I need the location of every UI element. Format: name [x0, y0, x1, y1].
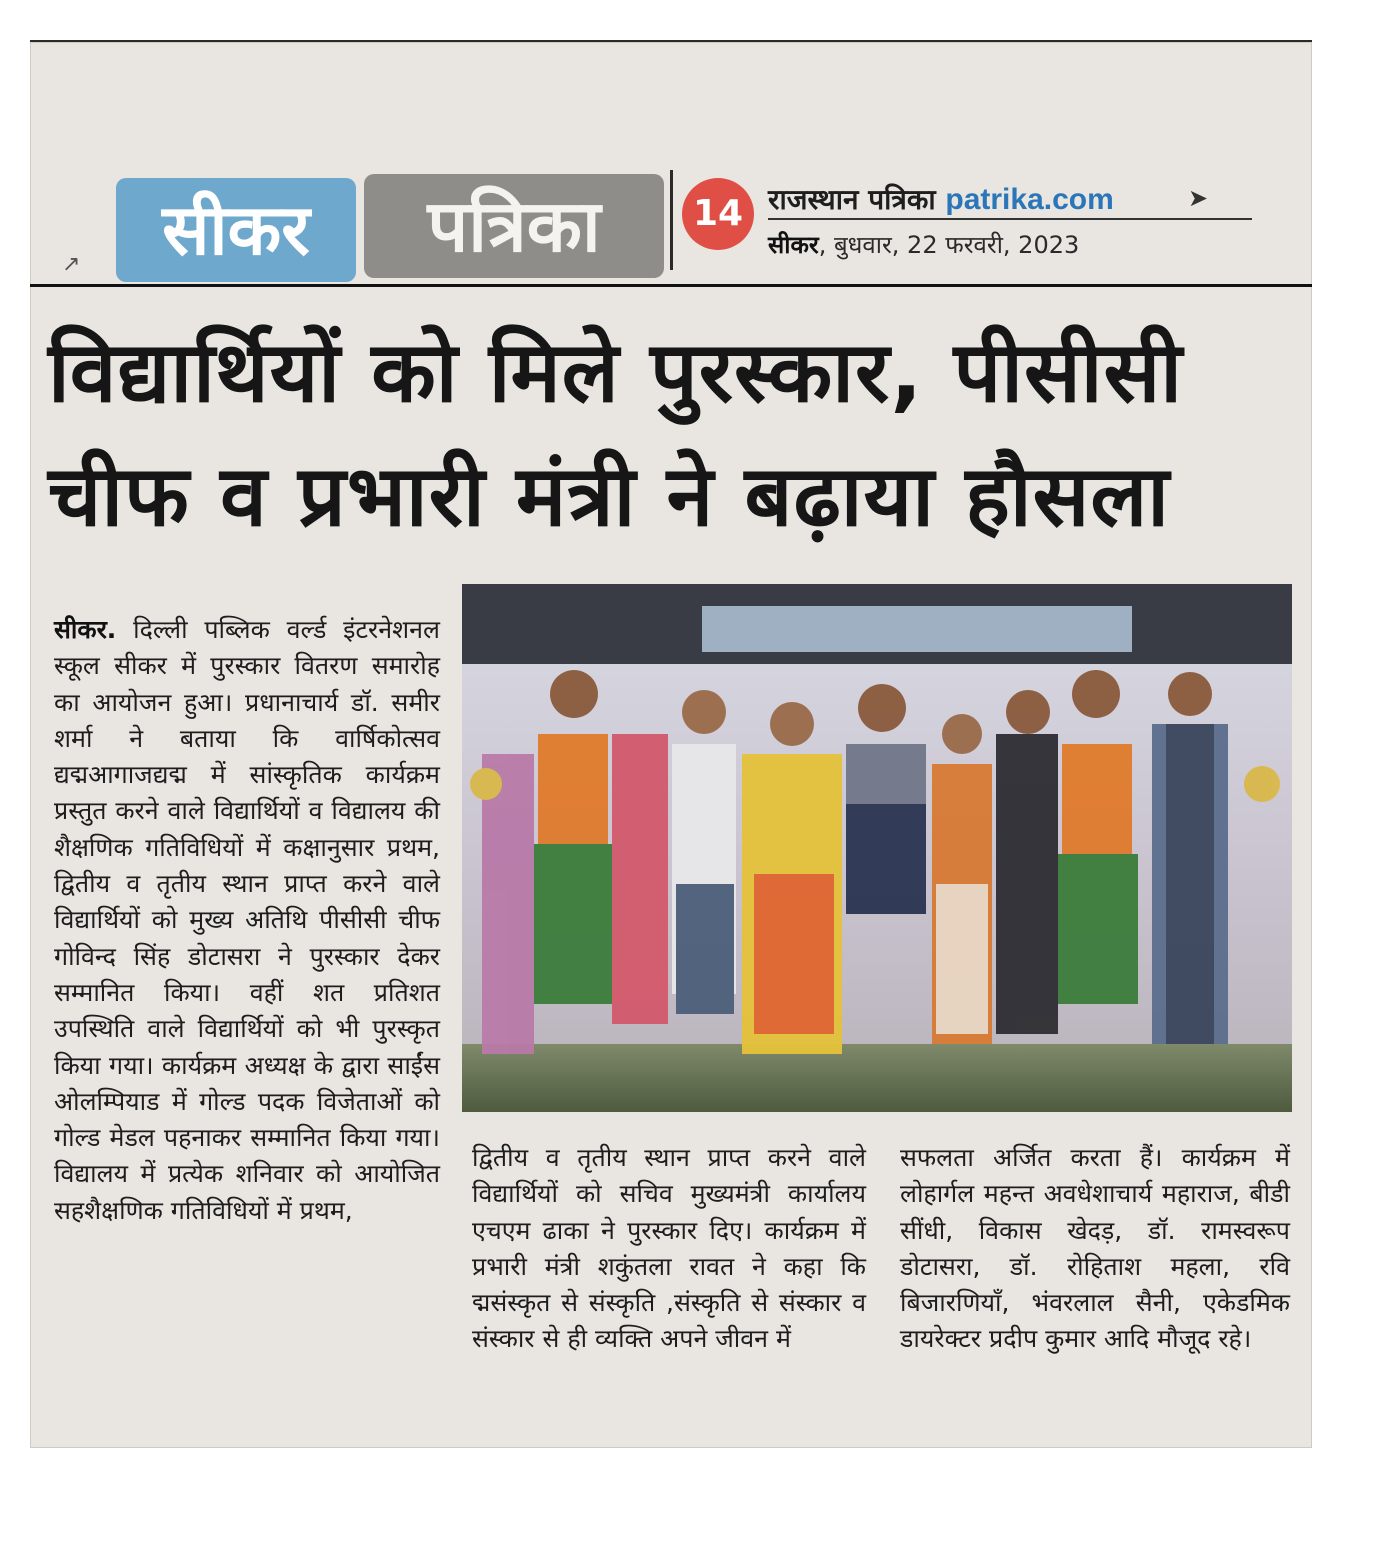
brand-underline [768, 218, 1252, 220]
masthead-rule [30, 284, 1312, 287]
brand-website: patrika.com [945, 183, 1114, 216]
masthead-divider [670, 170, 673, 270]
masthead [30, 170, 1312, 288]
headline [48, 310, 1298, 558]
article-column-1-text: दिल्ली पब्लिक वर्ल्ड इंटरनेशनल स्कूल सीकर में पुरस्कार वितरण समारोह का आयोजन हुआ। प्रधानाचार्य डॉ. समीर शर्मा ने बताया कि वार्षिकोत्सव द्यद्मआगाजद्यद्म में सांस्कृतिक कार्यक्रम प्रस्तुत करने वाले विद्यार्थियों व विद्यालय की शैक्षणिक गतिविधियों में कक्षानुसार प्रथम, द्वितीय व तृतीय स्थान प्राप्त करने वाले विद्यार्थियों को मुख्य अतिथि पीसीसी चीफ गोविन्द सिंह डोटासरा ने पुरस्कार देकर सम्मानित किया। वहीं शत प्रतिशत उपस्थिति वाले विद्यार्थियों को भी पुरस्कृत किया गया। कार्यक्रम अध्यक्ष के द्वारा साईंस ओलम्पियाड में गोल्ड पदक विजेताओं को गोल्ड मेडल पहनाकर सम्मानित किया गया। विद्यालय में प्रत्येक शनिवार को आयोजित सहशैक्षणिक गतिविधियों में प्रथम, [54, 615, 440, 1225]
paper-name-tab: पत्रिका [364, 174, 664, 278]
issue-dateline [768, 228, 1079, 261]
dateline-city: सीकर [768, 231, 819, 259]
dateline-date: , बुधवार, 22 फरवरी, 2023 [818, 231, 1080, 259]
brand-line [768, 180, 1114, 218]
article-column-2: द्वितीय व तृतीय स्थान प्राप्त करने वाले विद्यार्थियों को सचिव मुख्यमंत्री कार्यालय एचएम ढाका ने पुरस्कार दिए। कार्यक्रम में प्रभारी मंत्री शकुंतला रावत ने कहा कि द्मसंस्कृत से संस्कृति ,संस्कृति से संस्कार व संस्कार से ही व्यक्ति अपने जीवन में [472, 1143, 866, 1354]
article-dateline: सीकर. [54, 615, 117, 644]
article-column-3: सफलता अर्जित करता हैं। कार्यक्रम में लोहार्गल महन्त अवधेशाचार्य महाराज, बीडी सींधी, विकास खेदड़, डॉ. रामस्वरूप डोटासरा, डॉ. रोहिताश महला, रवि बिजारणियाँ, भंवरलाल सैनी, एकेडमिक डायरेक्टर प्रदीप कुमार आदि मौजूद रहे। [900, 1143, 1290, 1354]
corner-arrow-icon: ↗ [62, 252, 81, 277]
page-number-badge: 14 [682, 178, 754, 250]
award-ceremony-photo [462, 584, 1292, 1112]
brand-name: राजस्थान पत्रिका [768, 183, 936, 216]
cursor-arrow-icon: ➤ [1188, 184, 1209, 212]
headline-line-2: चीफ व प्रभारी मंत्री ने बढ़ाया हौसला [48, 447, 1171, 545]
news-photo [462, 584, 1292, 1112]
headline-line-1: विद्यार्थियों को मिले पुरस्कार, पीसीसी [48, 323, 1184, 421]
city-tab: सीकर [116, 178, 356, 282]
article-column-1 [54, 612, 440, 1229]
